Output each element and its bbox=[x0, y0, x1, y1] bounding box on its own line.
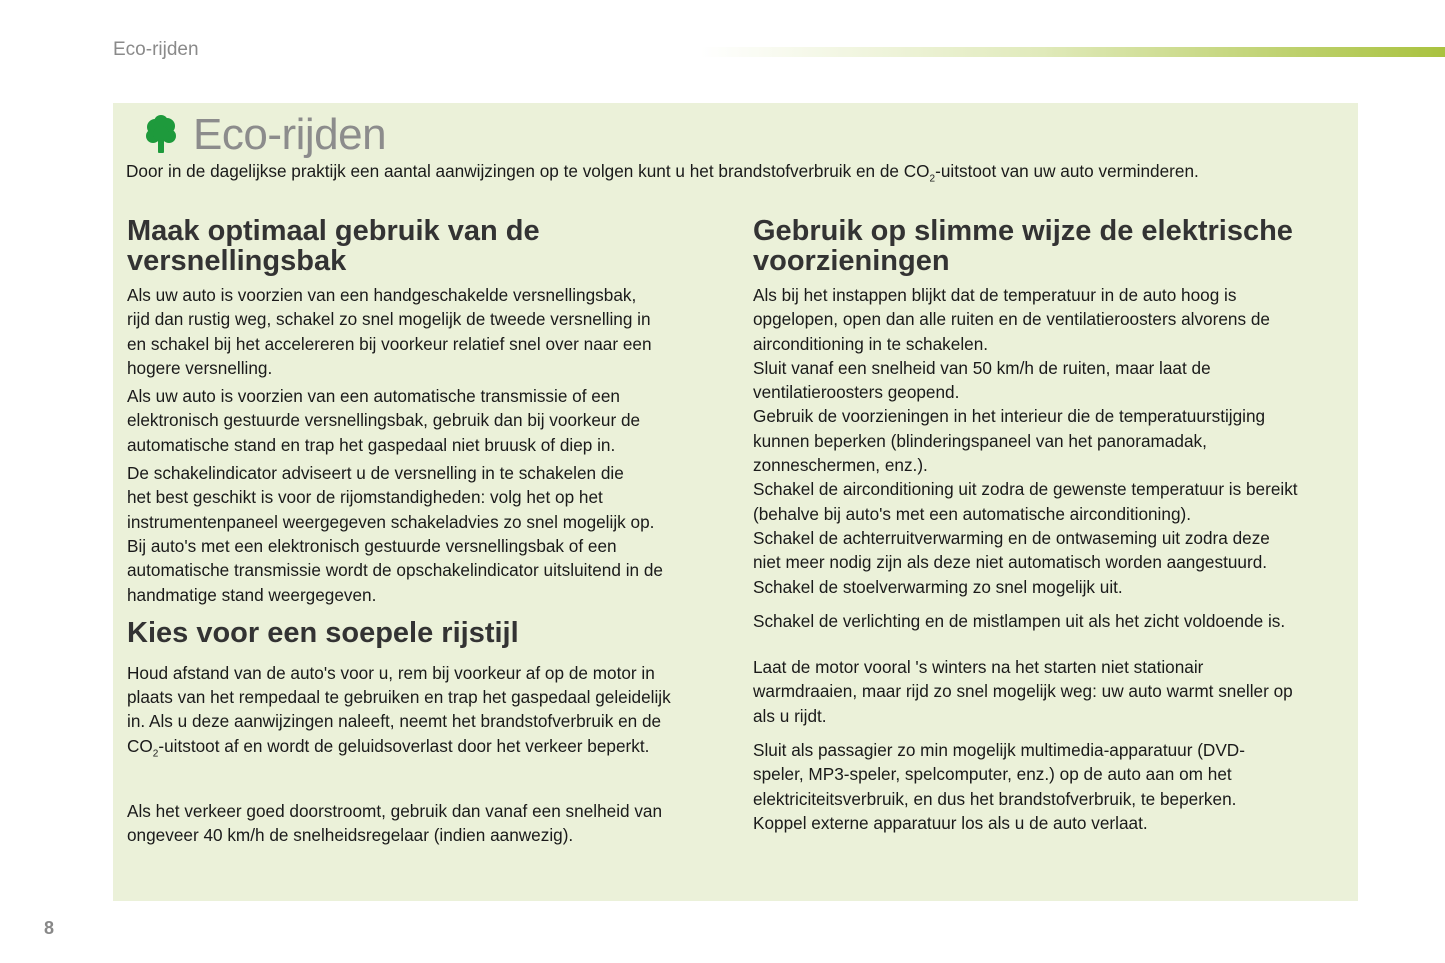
tree-icon bbox=[143, 115, 179, 153]
running-head: Eco-rijden bbox=[113, 39, 199, 60]
paragraph-multimedia: Sluit als passagier zo min mogelijk multimedia-apparatuur (DVD- speler, MP3-speler, spelcomputer, enz.) op de auto aan om het elektriciteitsverbruik, en dus het brandstofverbruik, te beperken. Koppel externe apparatuur los als u de auto verlaat. bbox=[753, 740, 1245, 833]
heading-smooth-driving: Kies voor een soepele rijstijl bbox=[127, 616, 519, 649]
paragraph-engine-warmup: Laat de motor vooral 's winters na het starten niet stationair warmdraaien, maar rijd zo snel mogelijk weg: uw auto warmt sneller op als u rijdt. bbox=[753, 657, 1293, 726]
paragraph-climate: Als bij het instappen blijkt dat de temperatuur in de auto hoog is opgelopen, open dan alle ruiten en de ventilatieroosters alvorens de airconditioning in te schakelen. Sluit vanaf een snelheid van 50 km/h de ruiten, maar laat de ventilatieroosters geopend. Gebruik de voorzieningen in het interieur die de temperatuurstijging kunnen beperken (blinderingspaneel van het panoramadak, zonneschermen, enz.). Schakel de airconditioning uit zodra de gewenste temperatuur is bereikt (behalve bij auto's met een automatische airconditioning). Schakel de achterruitverwarming en de ontwaseming uit zodra deze niet meer nodig zijn als deze niet automatisch worden aangestuurd. Schakel de stoelverwarming zo snel mogelijk uit. bbox=[753, 285, 1298, 597]
heading-electrical: Gebruik op slimme wijze de elektrische voorzieningen bbox=[753, 215, 1293, 277]
section-title: Eco-rijden bbox=[193, 110, 387, 159]
paragraph-lighting: Schakel de verlichting en de mistlampen uit als het zicht voldoende is. bbox=[753, 610, 1286, 631]
paragraph-smooth-driving: Houd afstand van de auto's voor u, rem bij voorkeur af op de motor in plaats van het rempedaal te gebruiken en trap het gaspedaal geleidelijk in. Als u deze aanwijzingen naleeft, neemt het brandstofverbruik en de $CO_2$-uitstoot af en wordt de geluidsoverlast door het verkeer beperkt. bbox=[127, 662, 671, 760]
page-number: 8 bbox=[44, 918, 55, 938]
paragraph-shift-indicator: De schakelindicator adviseert u de versnelling in te schakelen die het best geschikt is voor de rijomstandigheden: volg het op het instrumentenpaneel weergegeven schakeladvies zo snel mogelijk op. Bij auto's met een elektronisch gestuurde versnellingsbak of een automatische transmissie wordt de opschakelindicator uitsluitend in de handmatige stand weergegeven. bbox=[127, 463, 663, 605]
left-column bbox=[127, 216, 727, 848]
paragraph-cruise-control: Als het verkeer goed doorstroomt, gebruik dan vanaf een snelheid van ongeveer 40 km/h de snelheidsregelaar (indien aanwezig). bbox=[127, 801, 663, 846]
paragraph-manual-gearbox: Als uw auto is voorzien van een handgeschakelde versnellingsbak, rijd dan rustig weg, schakel zo snel mogelijk de tweede versnelling in en schakel bij het accelereren bij voorkeur relatief snel over naar een hogere versnelling. bbox=[127, 285, 652, 378]
intro-paragraph: Door in de dagelijkse praktijk een aantal aanwijzingen op te volgen kunt u het brandstofverbruik en de $CO_2$-uitstoot van uw auto verminderen. bbox=[126, 161, 1199, 185]
paragraph-automatic-gearbox: Als uw auto is voorzien van een automatische transmissie of een elektronisch gestuurde versnellingsbak, gebruik dan bij voorkeur de automatische stand en trap het gaspedaal niet bruusk of diep in. bbox=[127, 386, 641, 455]
header-accent-bar bbox=[700, 47, 1445, 57]
heading-gearbox: Maak optimaal gebruik van de versnellingsbak bbox=[127, 215, 540, 277]
right-column bbox=[753, 216, 1353, 835]
